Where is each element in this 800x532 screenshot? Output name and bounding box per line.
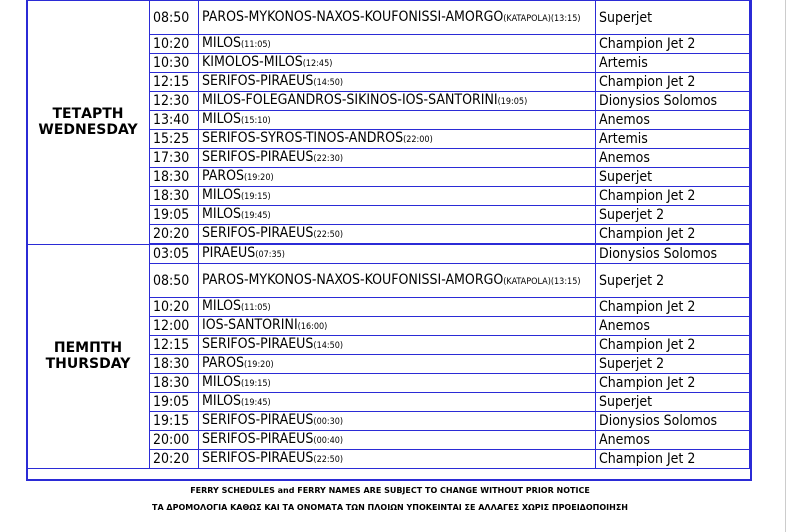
departure-time: 19:05	[150, 393, 199, 412]
route-name: MILOS	[202, 374, 242, 390]
day-name-english: WEDNESDAY	[38, 122, 138, 139]
footer-notice-gr: ΤΑ ΔΡΟΜΟΛΟΓΙΑ ΚΑΘΩΣ ΚΑΙ ΤΑ ΟΝΟΜΑΤΑ ΤΩΝ ΠΛΟΙΩΝ ΥΠΟΚΕΙΝΤΑΙ ΣΕ ΑΛΛΑΓΕΣ ΧΩΡΙΣ ΠΡΟΕΙΔΟΠΟΙΗΣΗ	[152, 503, 628, 512]
arrival-time: (07:35)	[255, 250, 285, 260]
day-name-greek: ΠΕΜΠΤΗ	[53, 340, 123, 357]
ship-name: Champion Jet 2	[596, 35, 750, 54]
arrival-time: (11:05)	[241, 303, 271, 313]
route-cell	[199, 298, 596, 317]
arrival-time: (12:45)	[302, 59, 333, 69]
departure-time: 10:20	[150, 298, 199, 317]
route-name: PIRAEUS	[202, 245, 256, 261]
route-name: SERIFOS-PIRAEUS	[202, 149, 314, 165]
route-cell	[199, 1, 596, 35]
route-name: MILOS	[202, 111, 242, 127]
departure-time: 08:50	[150, 1, 199, 35]
ship-name: Superjet	[596, 393, 750, 412]
route-cell	[199, 111, 596, 130]
route-cell	[199, 450, 596, 469]
route-name: SERIFOS-PIRAEUS	[202, 412, 314, 428]
route-cell	[199, 206, 596, 225]
arrival-time: (19:15)	[241, 379, 271, 389]
departure-time: 12:15	[150, 73, 199, 92]
arrival-time: (19:45)	[241, 398, 271, 408]
ship-name: Champion Jet 2	[596, 73, 750, 92]
ship-name: Superjet	[596, 168, 750, 187]
arrival-time: (15:10)	[241, 116, 271, 126]
schedule-grid	[26, 0, 750, 469]
route-name: SERIFOS-PIRAEUS	[202, 73, 314, 89]
departure-time: 12:00	[150, 317, 199, 336]
route-cell	[199, 336, 596, 355]
ship-name: Champion Jet 2	[596, 187, 750, 206]
page-edge-line	[785, 0, 786, 532]
route-name: PAROS-MYKONOS-NAXOS-KOUFONISSI-AMORGO	[202, 271, 504, 288]
route-cell	[199, 35, 596, 54]
departure-time: 15:25	[150, 130, 199, 149]
route-name: MILOS	[202, 393, 242, 409]
ship-name: Champion Jet 2	[596, 298, 750, 317]
ship-name: Artemis	[596, 130, 750, 149]
route-cell	[199, 92, 596, 111]
departure-time: 18:30	[150, 187, 199, 206]
ship-name: Superjet 2	[596, 206, 750, 225]
route-cell	[199, 264, 596, 298]
route-cell	[199, 187, 596, 206]
route-name: IOS-SANTORINI	[202, 317, 298, 333]
route-cell	[199, 130, 596, 149]
ship-name: Artemis	[596, 54, 750, 73]
route-name: SERIFOS-PIRAEUS	[202, 336, 314, 352]
departure-time: 03:05	[150, 244, 199, 264]
route-cell	[199, 73, 596, 92]
ship-name: Superjet 2	[596, 264, 750, 298]
departure-time: 10:30	[150, 54, 199, 73]
route-name: MILOS	[202, 187, 242, 203]
route-name: MILOS-FOLEGANDROS-SIKINOS-IOS-SANTORINI	[202, 92, 498, 108]
ship-name: Anemos	[596, 149, 750, 168]
route-name: SERIFOS-PIRAEUS	[202, 431, 314, 447]
route-cell	[199, 431, 596, 450]
departure-time: 12:30	[150, 92, 199, 111]
route-name: SERIFOS-PIRAEUS	[202, 225, 314, 241]
route-cell	[199, 168, 596, 187]
route-cell	[199, 317, 596, 336]
ship-name: Champion Jet 2	[596, 450, 750, 469]
departure-time: 18:30	[150, 168, 199, 187]
departure-time: 18:30	[150, 355, 199, 374]
route-name: MILOS	[202, 206, 242, 222]
ship-name: Anemos	[596, 431, 750, 450]
departure-time: 18:30	[150, 374, 199, 393]
ship-name: Anemos	[596, 111, 750, 130]
route-name: SERIFOS-SYROS-TINOS-ANDROS	[202, 130, 404, 146]
day-label	[27, 1, 150, 245]
ship-name: Anemos	[596, 317, 750, 336]
route-name: PAROS-MYKONOS-NAXOS-KOUFONISSI-AMORGO	[202, 8, 504, 25]
day-label	[27, 244, 150, 469]
route-cell	[199, 355, 596, 374]
ship-name: Superjet 2	[596, 355, 750, 374]
day-name-greek: ΤΕΤΑΡΤΗ	[52, 106, 124, 123]
route-name: MILOS	[202, 35, 242, 51]
ship-name: Champion Jet 2	[596, 336, 750, 355]
departure-time: 10:20	[150, 35, 199, 54]
departure-time: 20:20	[150, 450, 199, 469]
arrival-time: (00:40)	[313, 436, 344, 446]
arrival-time: (00:30)	[313, 417, 344, 427]
arrival-time: (14:50)	[313, 78, 344, 88]
departure-time: 08:50	[150, 264, 199, 298]
arrival-time: (14:50)	[313, 341, 344, 351]
ship-name: Champion Jet 2	[596, 225, 750, 245]
route-name: KIMOLOS-MILOS	[202, 54, 303, 70]
arrival-time: (19:45)	[241, 211, 271, 221]
arrival-time: (22:00)	[403, 135, 433, 145]
route-name: PAROS	[202, 168, 244, 184]
ship-name: Dionysios Solomos	[596, 244, 750, 264]
ship-name: Dionysios Solomos	[596, 92, 750, 111]
route-name: MILOS	[202, 298, 242, 314]
arrival-time: (16:00)	[297, 322, 328, 332]
departure-time: 19:15	[150, 412, 199, 431]
route-cell	[199, 225, 596, 245]
departure-time: 20:20	[150, 225, 199, 245]
ship-name: Dionysios Solomos	[596, 412, 750, 431]
route-cell	[199, 244, 596, 264]
arrival-time: (KATAPOLA)(13:15)	[503, 13, 581, 24]
footer-notice-en: FERRY SCHEDULES and FERRY NAMES ARE SUBJECT TO CHANGE WITHOUT PRIOR NOTICE	[190, 486, 590, 495]
ship-name: Champion Jet 2	[596, 374, 750, 393]
day-name-english: THURSDAY	[45, 356, 131, 373]
route-cell	[199, 374, 596, 393]
route-cell	[199, 149, 596, 168]
departure-time: 20:00	[150, 431, 199, 450]
route-cell	[199, 393, 596, 412]
schedule-row	[27, 1, 750, 35]
route-name: SERIFOS-PIRAEUS	[202, 450, 314, 466]
arrival-time: (KATAPOLA)(13:15)	[503, 276, 581, 287]
route-name: PAROS	[202, 355, 244, 371]
arrival-time: (11:05)	[241, 40, 271, 50]
departure-time: 19:05	[150, 206, 199, 225]
departure-time: 12:15	[150, 336, 199, 355]
arrival-time: (22:50)	[313, 230, 344, 240]
departure-time: 17:30	[150, 149, 199, 168]
arrival-time: (22:50)	[313, 455, 344, 465]
schedule-row	[27, 244, 750, 264]
arrival-time: (19:20)	[243, 360, 274, 370]
arrival-time: (19:05)	[497, 97, 528, 107]
route-cell	[199, 54, 596, 73]
ship-name: Superjet	[596, 1, 750, 35]
departure-time: 13:40	[150, 111, 199, 130]
arrival-time: (22:30)	[313, 154, 344, 164]
ferry-schedule-table	[26, 0, 752, 481]
arrival-time: (19:15)	[241, 192, 271, 202]
route-cell	[199, 412, 596, 431]
arrival-time: (19:20)	[243, 173, 274, 183]
